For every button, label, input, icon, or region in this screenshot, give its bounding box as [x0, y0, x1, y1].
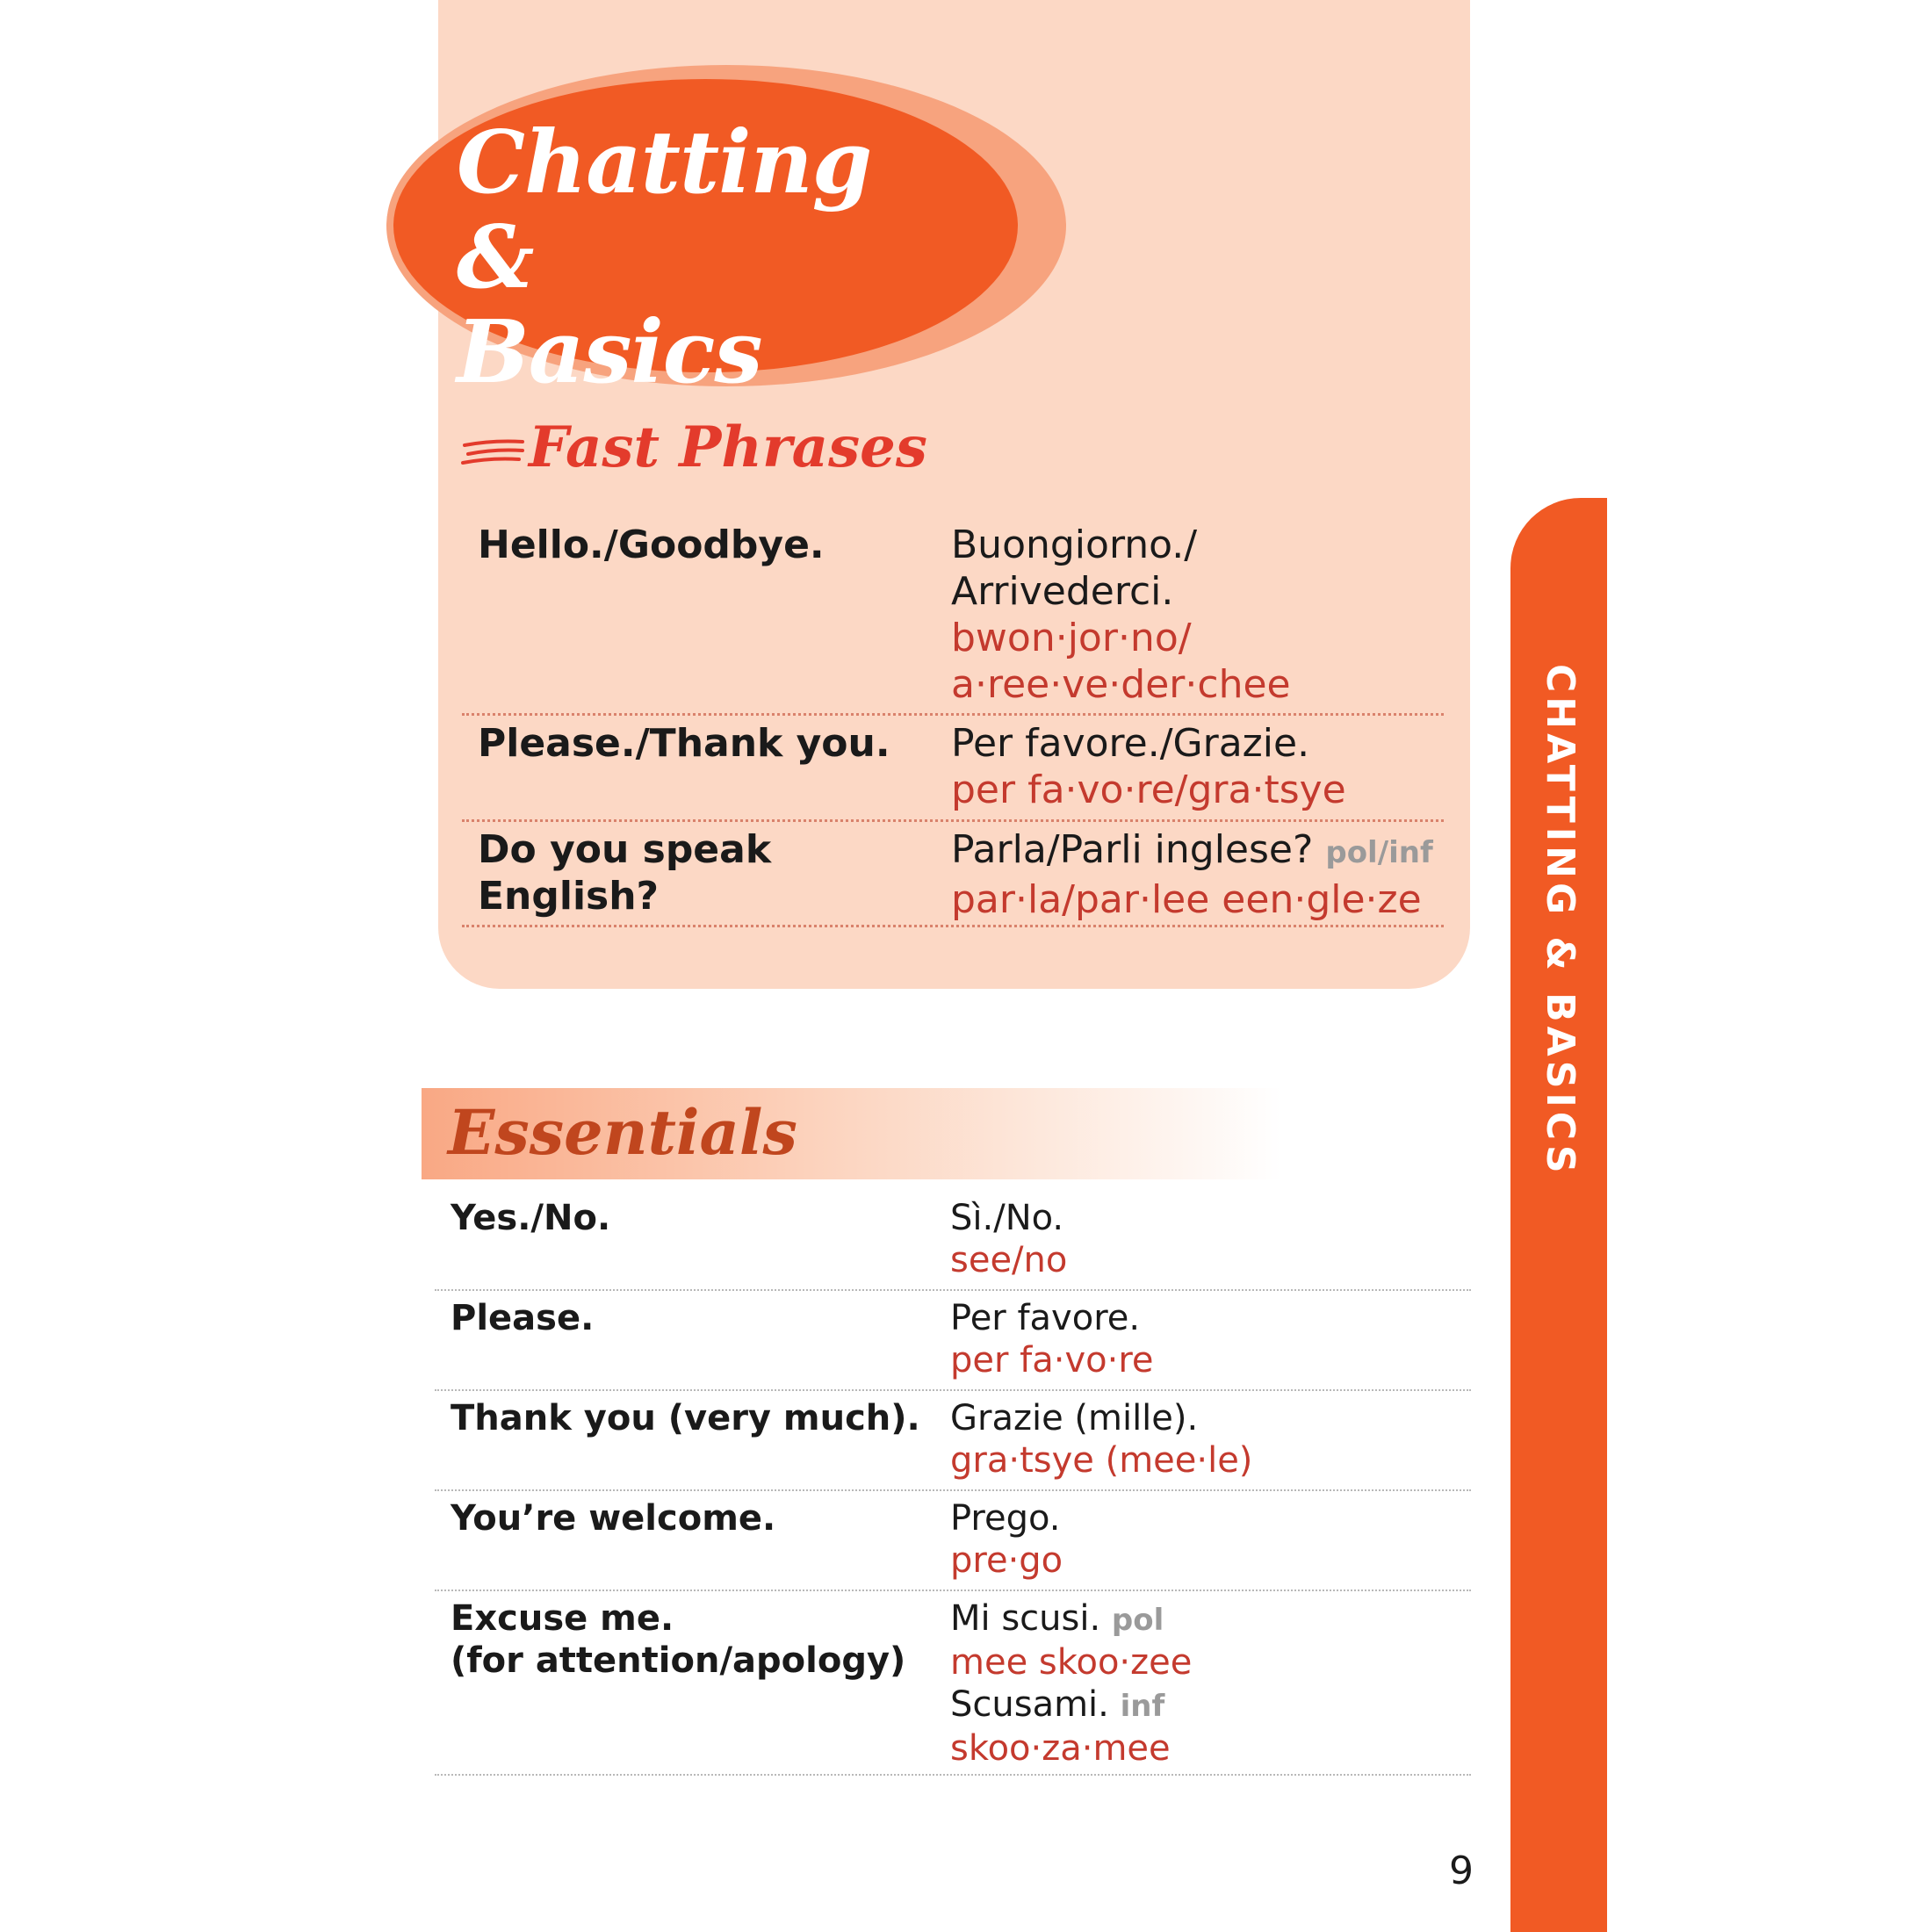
fast-phrase-row: [462, 720, 1444, 822]
phrase-pronunciation: par·la/par·lee een·gle·ze: [951, 877, 1422, 922]
phrase-italian: [951, 720, 1346, 813]
phrase-italian-line: Per favore./Grazie.: [951, 721, 1310, 766]
essential-row: [435, 1597, 1471, 1776]
essential-italian-text: Per favore.: [950, 1298, 1141, 1338]
essential-row: [435, 1397, 1471, 1491]
essential-english: Yes./No.: [451, 1198, 611, 1238]
essential-pronunciation: pre·go: [950, 1540, 1063, 1581]
chapter-side-tab-label: CHATTING & BASICS: [1538, 664, 1582, 1178]
page-number: 9: [1449, 1849, 1474, 1893]
phrase-italian-line: Arrivederci.: [951, 569, 1174, 614]
essential-italian-line: [950, 1597, 1192, 1641]
phrase-english: Do you speak English?: [478, 827, 772, 919]
phrase-italian-line: [951, 826, 1433, 876]
essential-italian-text: Grazie (mille).: [950, 1398, 1199, 1438]
essential-row: [435, 1197, 1471, 1291]
chapter-title-line2: Basics: [457, 302, 762, 403]
essential-pronunciation: skoo·za·mee: [950, 1728, 1171, 1769]
essential-italian-text: Mi scusi.: [950, 1598, 1101, 1639]
formality-tag: pol/inf: [1325, 835, 1433, 870]
speed-lines-icon: [461, 436, 524, 468]
phrase-italian-line: Buongiorno./: [951, 523, 1198, 567]
fast-phrase-row: [462, 522, 1444, 716]
essential-italian-text: Sì./No.: [950, 1198, 1064, 1238]
essential-english: Thank you (very much).: [451, 1398, 920, 1438]
phrase-pronunciation: a·ree·ve·der·chee: [951, 662, 1291, 707]
essential-italian: [950, 1197, 1067, 1281]
phrase-pronunciation: per fa·vo·re/gra·tsye: [951, 768, 1346, 812]
essential-pronunciation: per fa·vo·re: [950, 1340, 1154, 1381]
essential-italian: [950, 1597, 1192, 1770]
essential-italian: [950, 1397, 1252, 1481]
formality-tag: pol: [1111, 1603, 1164, 1638]
phrase-pronunciation: bwon·jor·no/: [951, 616, 1192, 660]
phrase-italian: [951, 826, 1433, 923]
phrase-english: Please./Thank you.: [478, 721, 890, 766]
essential-italian: [950, 1297, 1154, 1381]
chapter-title: [457, 112, 948, 403]
essential-row: [435, 1497, 1471, 1591]
chapter-title-line1: Chatting &: [457, 112, 872, 308]
essential-english: Please.: [451, 1298, 595, 1338]
essential-italian: [950, 1497, 1063, 1582]
phrase-english: Hello./Goodbye.: [478, 523, 825, 567]
essential-english: You’re welcome.: [451, 1498, 776, 1539]
essential-pronunciation: gra·tsye (mee·le): [950, 1440, 1253, 1481]
essential-italian-text: Scusami.: [950, 1684, 1109, 1725]
essential-pronunciation: mee skoo·zee: [950, 1642, 1193, 1683]
fast-phrases-heading: Fast Phrases: [529, 415, 927, 480]
essential-row: [435, 1297, 1471, 1391]
phrase-italian-text: Parla/Parli inglese?: [951, 827, 1314, 872]
essential-english-line: Excuse me.: [451, 1598, 674, 1639]
essential-italian-text: Prego.: [950, 1498, 1061, 1539]
fast-phrase-row: [462, 826, 1444, 927]
essential-english: [451, 1597, 905, 1682]
essential-english-line: (for attention/apology): [451, 1640, 906, 1681]
formality-tag: inf: [1120, 1689, 1165, 1724]
essentials-heading: Essentials: [448, 1096, 797, 1169]
phrase-italian: [951, 522, 1291, 708]
essential-italian-line: [950, 1683, 1192, 1727]
essential-pronunciation: see/no: [950, 1240, 1068, 1280]
